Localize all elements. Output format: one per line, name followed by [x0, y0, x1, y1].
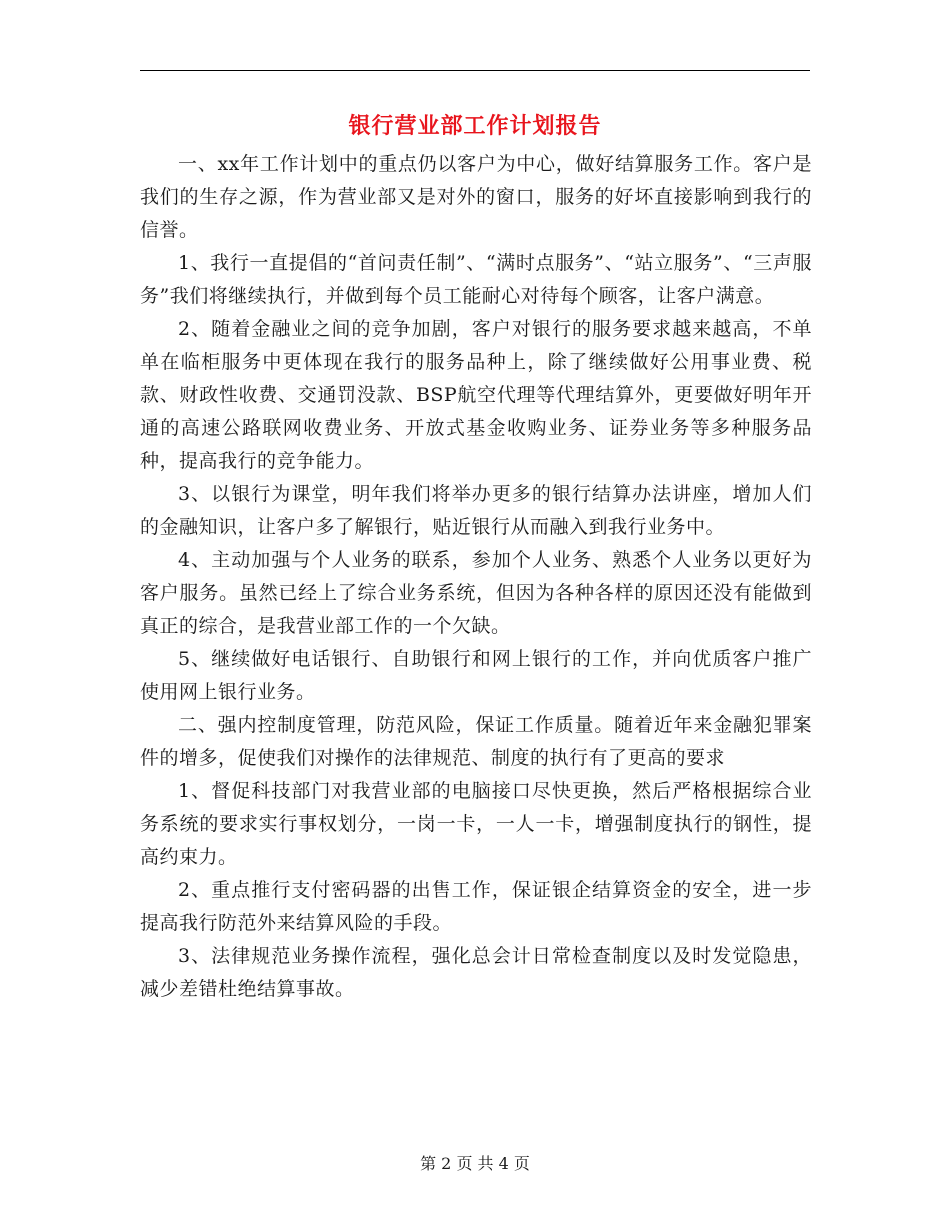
page-footer: 第 2 页 共 4 页	[420, 1154, 530, 1173]
paragraph: 1、督促科技部门对我营业部的电脑接口尽快更换，然后严格根据综合业务系统的要求实行事权划分，一岗一卡，一人一卡，增强制度执行的钢性，提高约束力。	[140, 780, 812, 868]
paragraph: 2、随着金融业之间的竞争加剧，客户对银行的服务要求越来越高，不单单在临柜服务中更体现在我行的服务品种上，除了继续做好公用事业费、税款、财政性收费、交通罚没款、BSP航空代理等代理结算外，更要做好明年开通的高速公路联网收费业务、开放式基金收购业务、证券业务等多种服务品种，提高我行的竞争能力。	[140, 318, 812, 472]
paragraph: 二、强内控制度管理，防范风险，保证工作质量。随着近年来金融犯罪案件的增多，促使我们对操作的法律规范、制度的执行有了更高的要求	[140, 714, 812, 769]
header-rule	[140, 70, 810, 71]
paragraph: 1、我行一直提倡的“首问责任制”、“满时点服务”、“站立服务”、“三声服务”我们将继续执行，并做到每个员工能耐心对待每个顾客，让客户满意。	[140, 252, 812, 307]
document-title: 银行营业部工作计划报告	[348, 113, 602, 139]
paragraph: 4、主动加强与个人业务的联系，参加个人业务、熟悉个人业务以更好为客户服务。虽然已经上了综合业务系统，但因为各种各样的原因还没有能做到真正的综合，是我营业部工作的一个欠缺。	[140, 549, 812, 637]
paragraph: 3、以银行为课堂，明年我们将举办更多的银行结算办法讲座，增加人们的金融知识，让客户多了解银行，贴近银行从而融入到我行业务中。	[140, 483, 812, 538]
document-body	[140, 148, 812, 1006]
paragraph: 3、法律规范业务操作流程，强化总会计日常检查制度以及时发觉隐患，减少差错杜绝结算事故。	[140, 945, 812, 1000]
paragraph: 一、xx年工作计划中的重点仍以客户为中心，做好结算服务工作。客户是我们的生存之源，作为营业部又是对外的窗口，服务的好坏直接影响到我行的信誉。	[140, 153, 812, 241]
paragraph: 2、重点推行支付密码器的出售工作，保证银企结算资金的安全，进一步提高我行防范外来结算风险的手段。	[140, 879, 812, 934]
paragraph: 5、继续做好电话银行、自助银行和网上银行的工作，并向优质客户推广使用网上银行业务。	[140, 648, 812, 703]
